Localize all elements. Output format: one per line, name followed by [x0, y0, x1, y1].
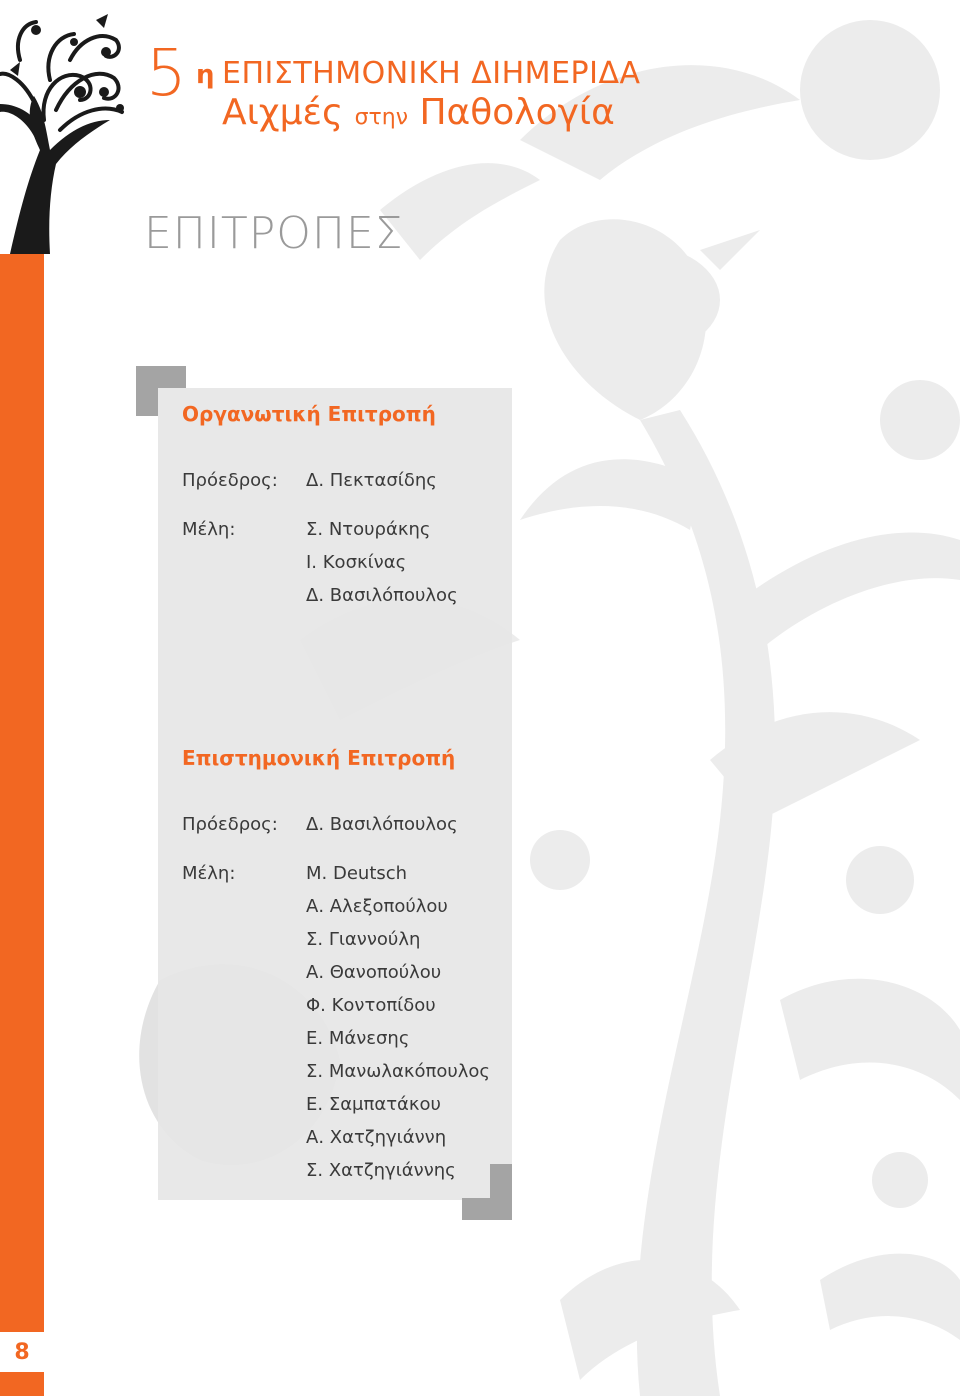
- organizing-committee-title: Οργανωτική Επιτροπή: [182, 402, 436, 426]
- list-item: Α. Χατζηγιάννη: [306, 1127, 447, 1148]
- chair-label: Πρόεδρος:: [182, 814, 278, 835]
- members-label: Μέλη:: [182, 519, 236, 540]
- chair-name: Δ. Πεκτασίδης: [306, 470, 437, 491]
- page-title: ΕΠΙΤΡΟΠΕΣ: [144, 208, 404, 259]
- chair-name: Δ. Βασιλόπουλος: [306, 814, 458, 835]
- list-item: Ε. Μάνεσης: [306, 1028, 410, 1049]
- scientific-committee-title: Επιστημονική Επιτροπή: [182, 746, 456, 770]
- corner-bracket-top-left-h: [136, 366, 186, 388]
- list-item: Δ. Βασιλόπουλος: [306, 585, 458, 606]
- scientific-committee: [182, 746, 490, 1181]
- list-item: Ι. Κοσκίνας: [306, 552, 407, 573]
- scientific-members-list: [306, 857, 490, 1187]
- list-item: M. Deutsch: [306, 863, 408, 884]
- event-title: [222, 92, 615, 133]
- edition-number: 5: [146, 37, 187, 111]
- tree-icon: [0, 0, 140, 254]
- list-item: Σ. Μανωλακόπουλος: [306, 1061, 490, 1082]
- list-item: Σ. Γιαννούλη: [306, 929, 421, 950]
- organizing-committee: [182, 402, 458, 606]
- list-item: Φ. Κοντοπίδου: [306, 995, 436, 1016]
- chair-label: Πρόεδρος:: [182, 470, 278, 491]
- list-item: Α. Αλεξοπούλου: [306, 896, 448, 917]
- list-item: Σ. Ντουράκης: [306, 519, 431, 540]
- members-label: Μέλη:: [182, 863, 236, 884]
- list-item: Ε. Σαμπατάκου: [306, 1094, 441, 1115]
- list-item: Σ. Χατζηγιάννης: [306, 1160, 456, 1181]
- page-number: 8: [0, 1332, 44, 1372]
- event-title-part-2: στην: [354, 105, 408, 130]
- corner-bracket-bottom-right-h: [462, 1198, 512, 1220]
- event-type: ΕΠΙΣΤΗΜΟΝΙΚΗ ΔΙΗΜΕΡΙΔΑ: [222, 56, 641, 91]
- event-title-part-1: Αιχμές: [222, 92, 344, 133]
- event-title-part-3: Παθολογία: [419, 92, 615, 133]
- list-item: Α. Θανοπούλου: [306, 962, 442, 983]
- edition-suffix: η: [196, 60, 215, 90]
- side-accent-bar: [0, 254, 44, 1396]
- organizing-members-list: [306, 513, 458, 612]
